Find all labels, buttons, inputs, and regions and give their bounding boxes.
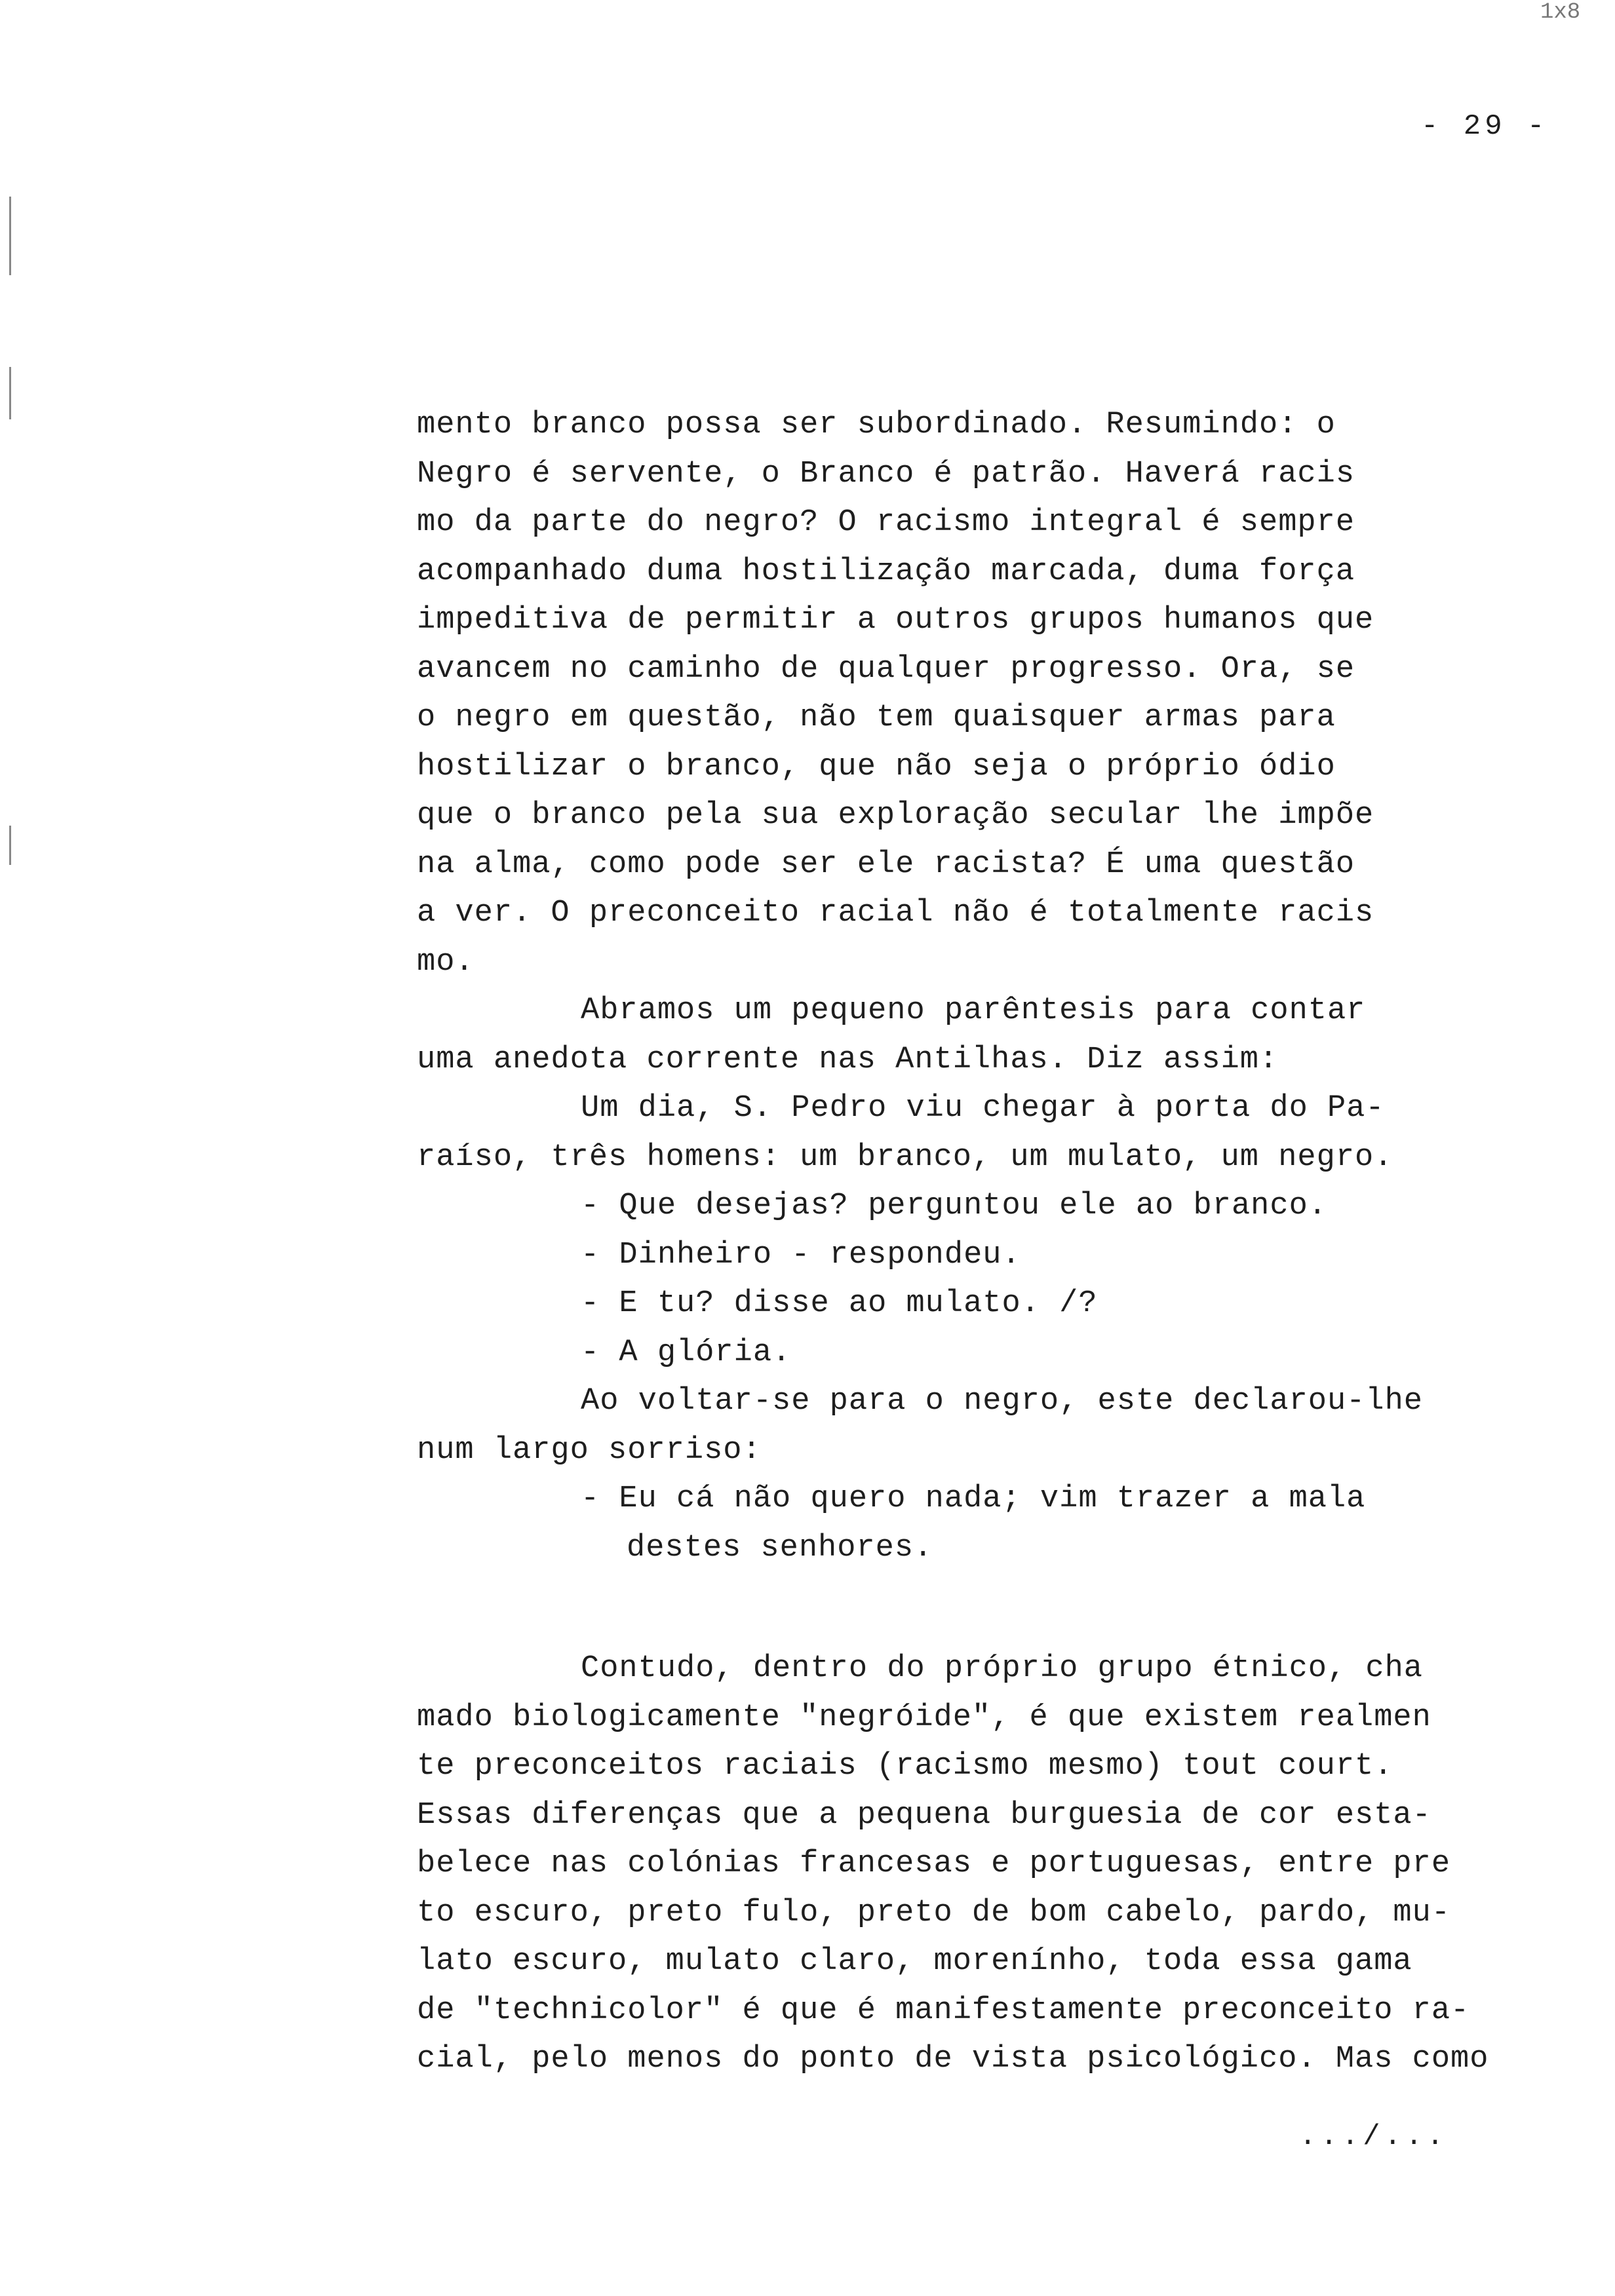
text-line: o negro em questão, não tem quaisquer armas para bbox=[417, 700, 1336, 735]
text-line: mento branco possa ser subordinado. Resumindo: o bbox=[417, 408, 1336, 442]
text-line: mado biologicamente "negróide", é que existem realmen bbox=[417, 1700, 1431, 1735]
paragraph-gap bbox=[417, 1573, 1544, 1645]
text-line: te preconceitos raciais (racismo mesmo) tout court. bbox=[417, 1749, 1393, 1784]
text-line: uma anedota corrente nas Antilhas. Diz assim: bbox=[417, 1042, 1279, 1077]
text-line: mo. bbox=[417, 944, 475, 980]
text-line: raíso, três homens: um branco, um mulato, um negro. bbox=[417, 1139, 1393, 1175]
text-line: Um dia, S. Pedro viu chegar à porta do Pa- bbox=[581, 1091, 1385, 1126]
page-number: - 29 - bbox=[1421, 110, 1549, 143]
text-line: hostilizar o branco, que não seja o próprio ódio bbox=[417, 749, 1336, 784]
margin-mark bbox=[9, 826, 11, 865]
text-line: Abramos um pequeno parêntesis para contar bbox=[581, 993, 1366, 1028]
text-line: lato escuro, mulato claro, morenínho, toda essa gama bbox=[417, 1944, 1412, 1979]
text-line: na alma, como pode ser ele racista? É uma questão bbox=[417, 847, 1355, 882]
text-line: impeditiva de permitir a outros grupos humanos que bbox=[417, 603, 1374, 638]
dialogue-line: - E tu? disse ao mulato. /? bbox=[581, 1286, 1098, 1321]
text-line: Ao voltar-se para o negro, este declarou-lhe bbox=[581, 1384, 1424, 1419]
text-line: avancem no caminho de qualquer progresso. Ora, se bbox=[417, 651, 1355, 687]
text-line: Contudo, dentro do próprio grupo étnico, cha bbox=[581, 1651, 1424, 1686]
body-text bbox=[417, 401, 1544, 2084]
text-line: a ver. O preconceito racial não é totalmente racis bbox=[417, 896, 1374, 930]
text-line: cial, pelo menos do ponto de vista psicológico. Mas como bbox=[417, 2042, 1489, 2076]
text-line: belece nas colónias francesas e portuguesas, entre pre bbox=[417, 1846, 1451, 1881]
margin-mark bbox=[9, 367, 11, 419]
margin-mark bbox=[9, 197, 11, 275]
dialogue-line: - Que desejas? perguntou ele ao branco. bbox=[581, 1189, 1327, 1223]
text-line: mo da parte do negro? O racismo integral é sempre bbox=[417, 505, 1355, 540]
text-line: Negro é servente, o Branco é patrão. Haverá racis bbox=[417, 456, 1355, 491]
dialogue-line: - A glória. bbox=[581, 1335, 792, 1370]
text-line: to escuro, preto fulo, preto de bom cabelo, pardo, mu- bbox=[417, 1895, 1451, 1930]
text-line: num largo sorriso: bbox=[417, 1432, 762, 1468]
dialogue-line: - Dinheiro - respondeu. bbox=[581, 1237, 1021, 1272]
text-line: acompanhado duma hostilização marcada, duma força bbox=[417, 554, 1355, 589]
text-line: que o branco pela sua exploração secular lhe impõe bbox=[417, 798, 1374, 833]
dialogue-line: - Eu cá não quero nada; vim trazer a mala bbox=[581, 1482, 1366, 1516]
dialogue-line: destes senhores. bbox=[627, 1530, 933, 1565]
corner-annotation: 1x8 bbox=[1540, 0, 1581, 25]
text-line: de "technicolor" é que é manifestamente preconceito ra- bbox=[417, 1993, 1470, 2028]
continuation-mark: .../... bbox=[1299, 2120, 1448, 2153]
text-line: Essas diferenças que a pequena burguesia de cor esta- bbox=[417, 1797, 1431, 1833]
